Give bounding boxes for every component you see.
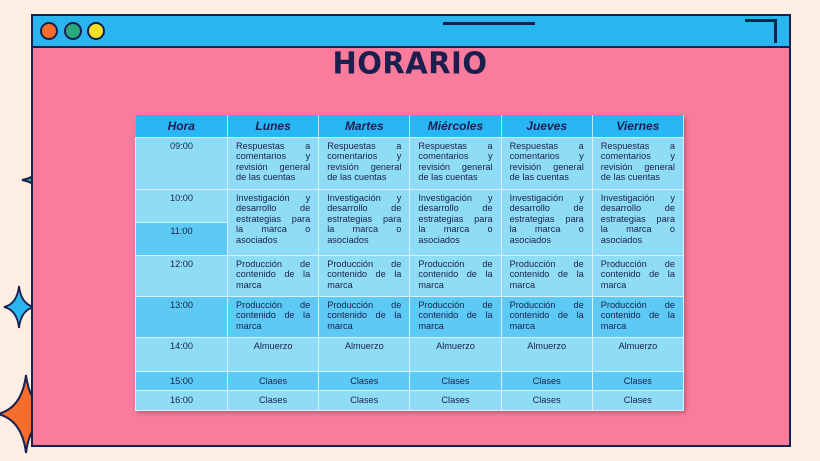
activity-cell: Producción de contenido de la marca [228,296,319,337]
header-viernes: Viernes [592,115,683,137]
activity-cell: Producción de contenido de la marca [592,296,683,337]
close-dot-icon[interactable] [40,22,58,40]
time-cell: 12:00 [136,255,228,296]
activity-cell: Producción de contenido de la marca [228,255,319,296]
header-miercoles: Miércoles [410,115,501,137]
window-titlebar [33,16,789,48]
maximize-dot-icon[interactable] [87,22,105,40]
activity-cell: Producción de contenido de la marca [501,255,592,296]
table-row [136,390,684,410]
activity-cell: Investigación y desarrollo de estrategias para la marca o asociados [228,189,319,255]
time-cell: 16:00 [136,390,228,410]
activity-cell: Investigación y desarrollo de estrategias para la marca o asociados [319,189,410,255]
activity-cell: Clases [501,390,592,410]
table-row [136,189,684,222]
page-title: HORARIO [332,45,488,81]
activity-cell: Clases [501,371,592,390]
header-hora: Hora [136,115,228,137]
header-martes: Martes [319,115,410,137]
activity-cell: Respuestas a comentarios y revisión general de las cuentas [592,137,683,189]
activity-cell: Investigación y desarrollo de estrategias para la marca o asociados [501,189,592,255]
activity-cell: Producción de contenido de la marca [501,296,592,337]
activity-cell: Clases [592,371,683,390]
activity-cell: Producción de contenido de la marca [319,255,410,296]
schedule-table [135,115,684,411]
time-cell: 14:00 [136,337,228,371]
table-row [136,137,684,189]
table-row [136,255,684,296]
time-cell: 10:00 [136,189,228,222]
activity-cell: Clases [319,371,410,390]
activity-cell: Almuerzo [319,337,410,371]
activity-cell: Almuerzo [228,337,319,371]
activity-cell: Clases [592,390,683,410]
activity-cell: Clases [410,390,501,410]
activity-cell: Producción de contenido de la marca [410,296,501,337]
activity-cell: Respuestas a comentarios y revisión general de las cuentas [319,137,410,189]
time-cell: 09:00 [136,137,228,189]
header-row [136,115,684,137]
corner-bracket [745,19,777,43]
activity-cell: Almuerzo [592,337,683,371]
activity-cell: Clases [228,390,319,410]
header-lunes: Lunes [228,115,319,137]
activity-cell: Respuestas a comentarios y revisión general de las cuentas [501,137,592,189]
activity-cell: Respuestas a comentarios y revisión general de las cuentas [410,137,501,189]
activity-cell: Clases [319,390,410,410]
minimize-dot-icon[interactable] [64,22,82,40]
activity-cell: Almuerzo [501,337,592,371]
header-jueves: Jueves [501,115,592,137]
activity-cell: Investigación y desarrollo de estrategias para la marca o asociados [592,189,683,255]
time-cell: 15:00 [136,371,228,390]
activity-cell: Investigación y desarrollo de estrategias para la marca o asociados [410,189,501,255]
activity-cell: Clases [410,371,501,390]
table-row [136,296,684,337]
activity-cell: Clases [228,371,319,390]
table-row [136,371,684,390]
activity-cell: Producción de contenido de la marca [410,255,501,296]
table-row [136,337,684,371]
titlebar-line [443,22,535,25]
activity-cell: Almuerzo [410,337,501,371]
time-cell: 13:00 [136,296,228,337]
activity-cell: Producción de contenido de la marca [592,255,683,296]
time-cell: 11:00 [136,222,228,255]
activity-cell: Respuestas a comentarios y revisión general de las cuentas [228,137,319,189]
activity-cell: Producción de contenido de la marca [319,296,410,337]
